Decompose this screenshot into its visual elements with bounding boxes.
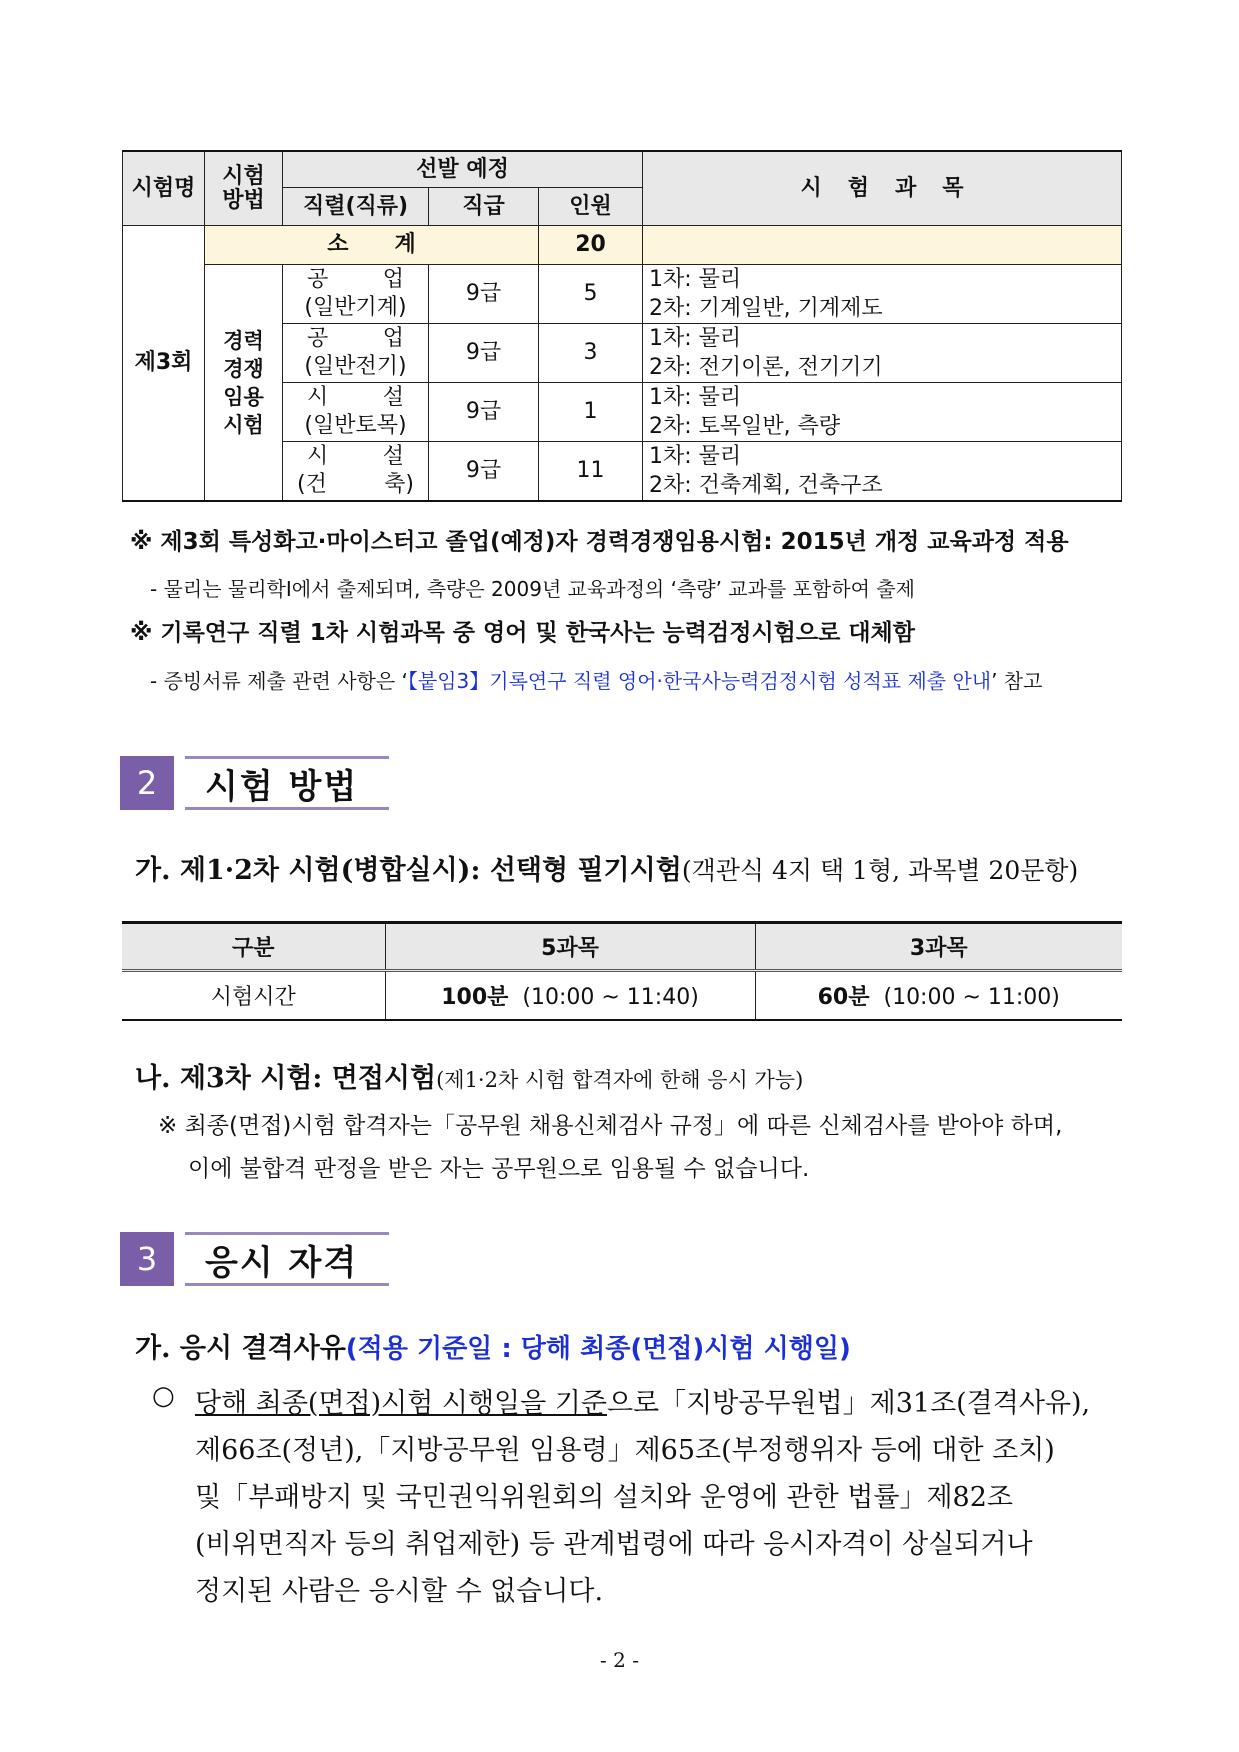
- subjects-cell: 1차: 물리 2차: 건축계획, 건축구조: [643, 442, 1122, 502]
- exam-subjects-table: [122, 150, 1122, 502]
- section2-title: 시험 방법: [185, 756, 389, 810]
- subjects-cell: 1차: 물리 2차: 토목일반, 측량: [643, 383, 1122, 442]
- header-3-subjects: 3과목: [755, 923, 1122, 971]
- grade-cell: 9급: [429, 265, 539, 324]
- subjects-cell: 1차: 물리 2차: 전기이론, 전기기기: [643, 324, 1122, 383]
- header-grade: 직급: [429, 188, 539, 226]
- exam-time-label: 시험시간: [122, 971, 385, 1021]
- count-cell: 1: [539, 383, 643, 442]
- section3-title: 응시 자격: [185, 1232, 389, 1286]
- section2-na-line: 나. 제3차 시험: 면접시험(제1·2차 시험 합격자에 한해 응시 가능): [135, 1063, 804, 1094]
- eligibility-para-line2: 제66조(정년),「지방공무원 임용령」제65조(부정행위자 등에 대한 조치): [195, 1435, 1055, 1466]
- header-method: 시험 방법: [205, 151, 283, 226]
- series-cell: 공 업 (일반기계): [283, 265, 429, 324]
- note-special-school-curriculum: ※ 제3회 특성화고·마이스터고 졸업(예정)자 경력경쟁임용시험: 2015년 개정 교육과정 적용: [130, 529, 1069, 555]
- count-cell: 5: [539, 265, 643, 324]
- section3-number-badge: 3: [120, 1232, 174, 1286]
- attachment3-link[interactable]: 【붙임3】기록연구 직렬 영어·한국사능력검정시험 성적표 제출 안내: [407, 669, 992, 693]
- page-number: - 2 -: [600, 1648, 639, 1672]
- series-cell: 공 업 (일반전기): [283, 324, 429, 383]
- header-category: 구분: [122, 923, 385, 971]
- exam-time-table: [122, 921, 1122, 1021]
- subtotal-value: 20: [539, 226, 643, 265]
- header-subjects: 시 험 과 목: [643, 151, 1122, 226]
- series-cell: 시 설 (건 축): [283, 442, 429, 502]
- interview-note-line2: 이에 불합격 판정을 받은 자는 공무원으로 임용될 수 없습니다.: [188, 1156, 810, 1182]
- header-count: 인원: [539, 188, 643, 226]
- note-record-research-substitute: ※ 기록연구 직렬 1차 시험과목 중 영어 및 한국사는 능력검정시험으로 대체함: [130, 620, 915, 646]
- eligibility-para-line4: (비위면직자 등의 취업제한) 등 관계법령에 따라 응시자격이 상실되거나: [195, 1529, 1033, 1560]
- header-series: 직렬(직류): [283, 188, 429, 226]
- exam-time-5-subjects: 100분 (10:00 ~ 11:40): [385, 971, 755, 1021]
- series-cell: 시 설 (일반토목): [283, 383, 429, 442]
- section3-ga-line: 가. 응시 결격사유(적용 기준일 : 당해 최종(면접)시험 시행일): [135, 1333, 851, 1364]
- section2-ga-line: 가. 제1·2차 시험(병합실시): 선택형 필기시험(객관식 4지 택 1형, 과목별 20문항): [135, 855, 1079, 886]
- header-5-subjects: 5과목: [385, 923, 755, 971]
- count-cell: 11: [539, 442, 643, 502]
- grade-cell: 9급: [429, 442, 539, 502]
- subjects-cell: 1차: 물리 2차: 기계일반, 기계제도: [643, 265, 1122, 324]
- exam-round: 제3회: [123, 226, 205, 502]
- subtotal-blank: [643, 226, 1122, 265]
- header-selection: 선발 예정: [283, 151, 643, 188]
- note-physics-survey: - 물리는 물리학Ⅰ에서 출제되며, 측량은 2009년 교육과정의 ‘측량’ 교과를 포함하여 출제: [150, 577, 915, 601]
- header-exam-name: 시험명: [123, 151, 205, 226]
- note-document-submission: - 증빙서류 제출 관련 사항은 ‘【붙임3】기록연구 직렬 영어·한국사능력검정시험 성적표 제출 안내’ 참고: [150, 669, 1043, 693]
- eligibility-para-line5: 정지된 사람은 응시할 수 없습니다.: [195, 1576, 604, 1607]
- count-cell: 3: [539, 324, 643, 383]
- grade-cell: 9급: [429, 383, 539, 442]
- section2-number-badge: 2: [120, 756, 174, 810]
- interview-note-line1: ※ 최종(면접)시험 합격자는「공무원 채용신체검사 규정」에 따른 신체검사를 받아야 하며,: [158, 1113, 1063, 1139]
- eligibility-para-line3: 및「부패방지 및 국민권익위원회의 설치와 운영에 관한 법률」제82조: [195, 1482, 1013, 1513]
- eligibility-para-line1: 당해 최종(면접)시험 시행일을 기준으로「지방공무원법」제31조(결격사유),: [195, 1388, 1091, 1419]
- grade-cell: 9급: [429, 324, 539, 383]
- method-career-competition: 경력 경쟁 임용 시험: [205, 265, 283, 502]
- exam-time-3-subjects: 60분 (10:00 ~ 11:00): [755, 971, 1122, 1021]
- subtotal-label: 소 계: [205, 226, 539, 265]
- bullet-circle: ○: [152, 1381, 175, 1411]
